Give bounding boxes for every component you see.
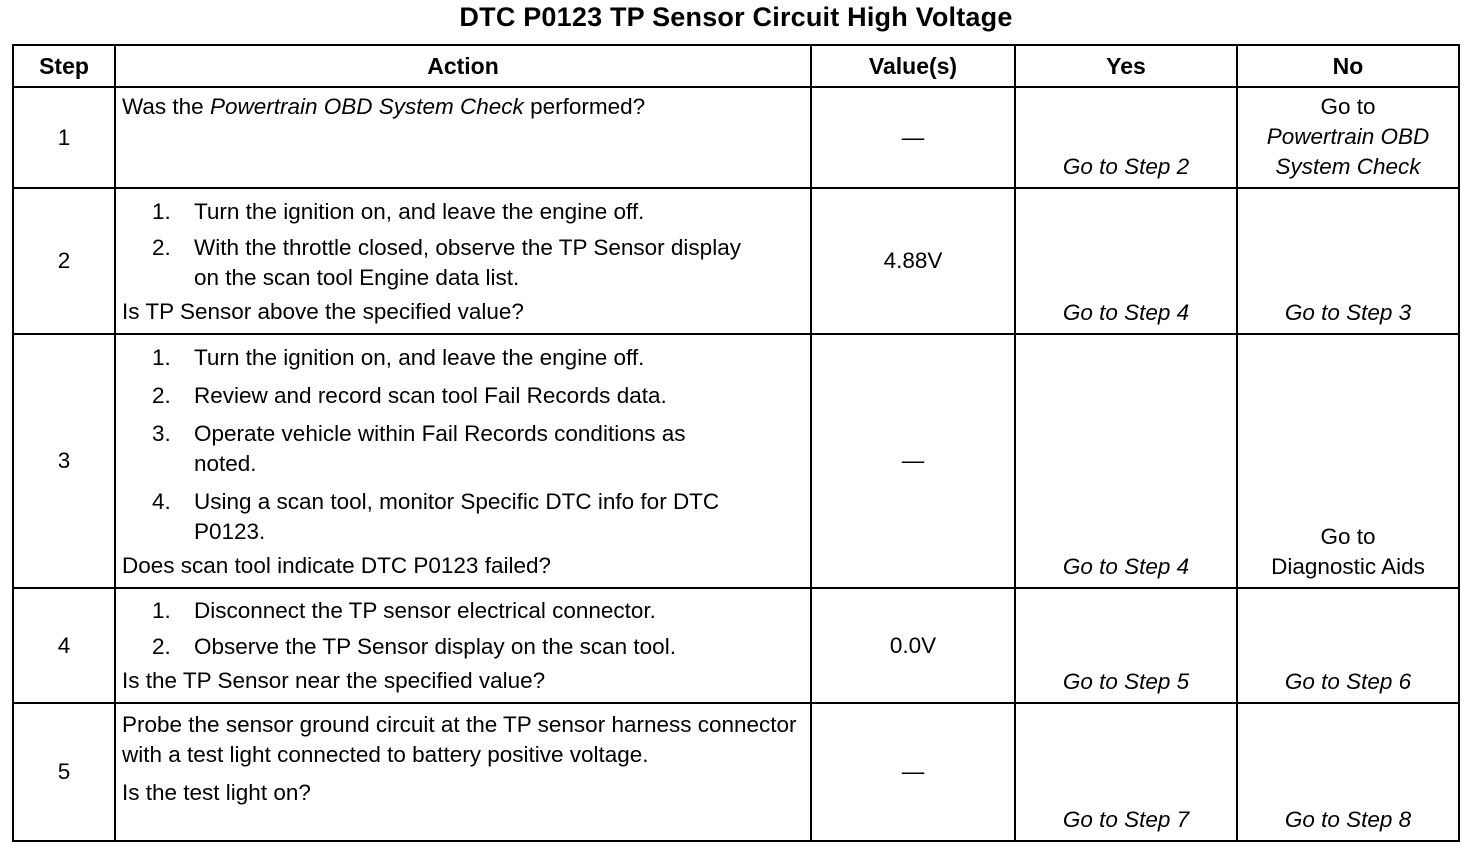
- table-row: [13, 334, 1459, 588]
- no-link[interactable]: Go to Step 8: [1284, 807, 1412, 832]
- value-cell: —: [811, 703, 1015, 841]
- list-item: 2. Review and record scan tool Fail Records data.: [152, 383, 667, 408]
- list-item: 4. Using a scan tool, monitor Specific DTC info for DTC P0123.: [152, 489, 720, 544]
- action-steps: [122, 343, 802, 547]
- no-cell: Go to Diagnostic Aids: [1237, 334, 1459, 588]
- yes-link[interactable]: Go to Step 2: [1062, 154, 1190, 179]
- yes-link[interactable]: Go to Step 5: [1062, 669, 1190, 694]
- table-row: [13, 188, 1459, 334]
- action-question: Does scan tool indicate DTC P0123 failed?: [122, 553, 551, 578]
- no-link[interactable]: Powertrain OBD System Check: [1266, 124, 1430, 179]
- action-question: Is TP Sensor above the specified value?: [122, 299, 524, 324]
- action-steps: [122, 197, 802, 293]
- page-title: DTC P0123 TP Sensor Circuit High Voltage: [459, 2, 1013, 32]
- header-action: Action: [115, 45, 811, 87]
- yes-cell: [1015, 188, 1237, 334]
- table-row: [13, 703, 1459, 841]
- step-number: 5: [13, 703, 115, 841]
- action-intro: Was the Powertrain OBD System Check performed?: [122, 94, 646, 119]
- list-item: 1. Disconnect the TP sensor electrical connector.: [152, 598, 656, 623]
- list-item: 2. With the throttle closed, observe the TP Sensor display on the scan tool Engine data list.: [152, 235, 741, 290]
- value-cell: 4.88V: [811, 188, 1015, 334]
- yes-cell: [1015, 588, 1237, 703]
- step-number: 3: [13, 334, 115, 588]
- no-link[interactable]: Go to Step 3: [1284, 300, 1412, 325]
- step-number: 2: [13, 188, 115, 334]
- no-link[interactable]: Diagnostic Aids: [1271, 554, 1425, 579]
- list-item: 2. Observe the TP Sensor display on the scan tool.: [152, 634, 676, 659]
- action-question: Is the test light on?: [122, 780, 311, 805]
- action-cell: [115, 334, 811, 588]
- action-intro: Probe the sensor ground circuit at the TP sensor harness connector with a test light connected to battery positive voltage.: [122, 712, 797, 767]
- value-cell: —: [811, 334, 1015, 588]
- yes-link[interactable]: Go to Step 7: [1062, 807, 1190, 832]
- table-header-row: [13, 45, 1459, 87]
- link-powertrain-obd-check[interactable]: Powertrain OBD System Check: [209, 94, 524, 119]
- action-cell: [115, 188, 811, 334]
- value-cell: 0.0V: [811, 588, 1015, 703]
- list-item: 1. Turn the ignition on, and leave the engine off.: [152, 345, 645, 370]
- no-cell: Go to Powertrain OBD System Check: [1237, 87, 1459, 188]
- action-steps: [122, 596, 802, 662]
- no-link[interactable]: Go to Step 6: [1284, 669, 1412, 694]
- step-number: 4: [13, 588, 115, 703]
- header-no: No: [1237, 45, 1459, 87]
- no-cell: [1237, 703, 1459, 841]
- action-cell: [115, 87, 811, 188]
- value-cell: —: [811, 87, 1015, 188]
- action-cell: [115, 588, 811, 703]
- no-cell: [1237, 588, 1459, 703]
- yes-cell: [1015, 87, 1237, 188]
- table-row: [13, 588, 1459, 703]
- step-number: 1: [13, 87, 115, 188]
- header-yes: Yes: [1015, 45, 1237, 87]
- header-values: Value(s): [811, 45, 1015, 87]
- no-cell: [1237, 188, 1459, 334]
- yes-link[interactable]: Go to Step 4: [1062, 300, 1190, 325]
- yes-link[interactable]: Go to Step 4: [1062, 554, 1190, 579]
- yes-cell: [1015, 703, 1237, 841]
- action-question: Is the TP Sensor near the specified value?: [122, 668, 546, 693]
- action-cell: [115, 703, 811, 841]
- yes-cell: [1015, 334, 1237, 588]
- list-item: 1. Turn the ignition on, and leave the engine off.: [152, 199, 645, 224]
- diagnostic-table: [12, 44, 1460, 842]
- list-item: 3. Operate vehicle within Fail Records conditions as noted.: [152, 421, 686, 476]
- table-row: [13, 87, 1459, 188]
- header-step: Step: [13, 45, 115, 87]
